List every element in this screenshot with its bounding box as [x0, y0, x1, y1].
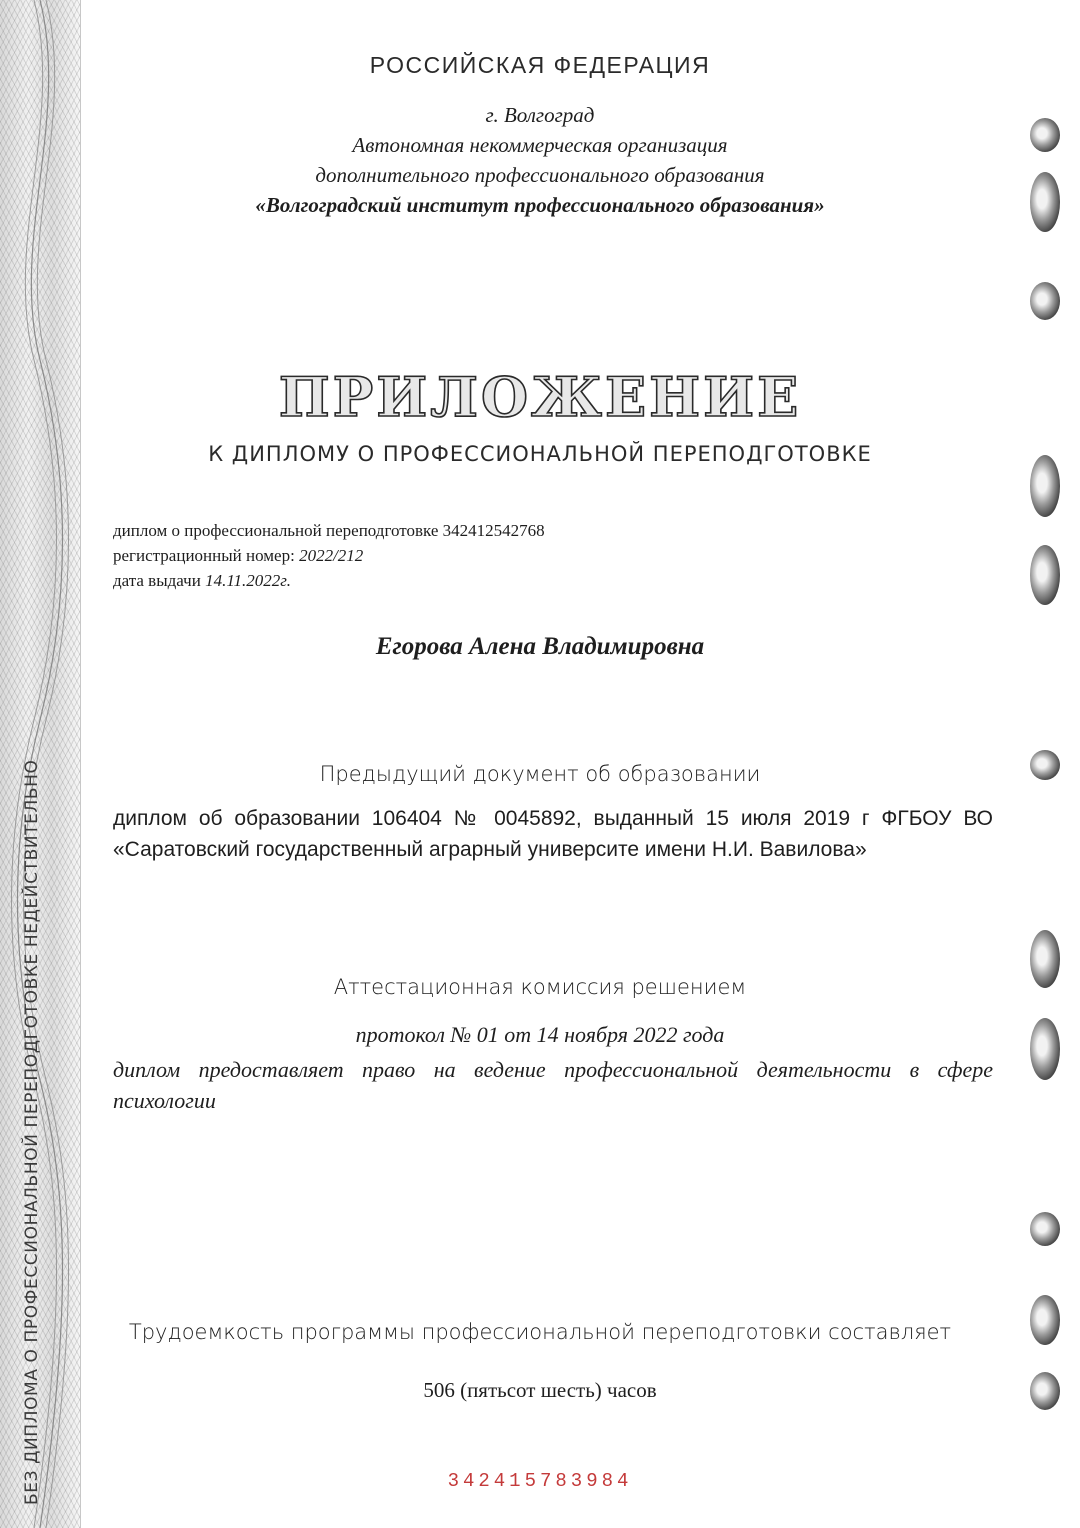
- issue-date-label: дата выдачи: [113, 571, 201, 590]
- previous-education-text: диплом об образовании 106404 № 0045892, выданный 15 июля 2019 г ФГБОУ ВО «Саратовский государственный аграрный университе имени Н.И. Вавилова»: [113, 807, 993, 861]
- document-title: ПРИЛОЖЕНИЕ: [278, 365, 802, 429]
- issue-date-line: [113, 568, 291, 594]
- registration-number: 2022/212: [299, 546, 364, 565]
- previous-education-heading: Предыдущий документ об образовании: [319, 762, 761, 786]
- document-subtitle: К ДИПЛОМУ О ПРОФЕССИОНАЛЬНОЙ ПЕРЕПОДГОТОВКЕ: [208, 442, 872, 466]
- organization-name: «Волгоградский институт профессионального образования»: [255, 193, 825, 217]
- commission-heading: Аттестационная комиссия решением: [333, 975, 747, 999]
- binding-hole: [1030, 282, 1060, 320]
- rights-text: диплом предоставляет право на ведение профессиональной деятельности в сфере психологии: [113, 1057, 993, 1113]
- country-name: РОССИЙСКАЯ ФЕДЕРАЦИЯ: [369, 52, 711, 78]
- serial-number: 342415783984: [447, 1470, 633, 1492]
- diploma-label: диплом о профессиональной переподготовке: [113, 521, 439, 540]
- registration-line: [113, 543, 363, 569]
- diploma-number-line: [113, 518, 545, 544]
- holder-name: Егорова Алена Владимировна: [375, 633, 705, 660]
- binding-hole: [1030, 545, 1060, 605]
- protocol-line: протокол № 01 от 14 ноября 2022 года: [355, 1022, 725, 1047]
- labor-intensity-text: Трудоемкость программы профессиональной переподготовки составляет: [128, 1320, 952, 1344]
- organization-education: дополнительного профессионального образования: [315, 163, 765, 187]
- security-ribbon-text: БЕЗ ДИПЛОМА О ПРОФЕССИОНАЛЬНОЙ ПЕРЕПОДГОТОВКЕ НЕДЕЙСТВИТЕЛЬНО: [22, 759, 42, 1505]
- organization-type: Автономная некоммерческая организация: [352, 133, 728, 157]
- city: г. Волгоград: [485, 103, 595, 127]
- binding-hole: [1030, 1212, 1060, 1246]
- registration-label: регистрационный номер:: [113, 546, 295, 565]
- program-hours: 506 (пятьсот шесть) часов: [423, 1378, 657, 1402]
- diploma-number: 342412542768: [442, 521, 545, 540]
- issue-date-value: 14.11.2022г.: [205, 571, 291, 590]
